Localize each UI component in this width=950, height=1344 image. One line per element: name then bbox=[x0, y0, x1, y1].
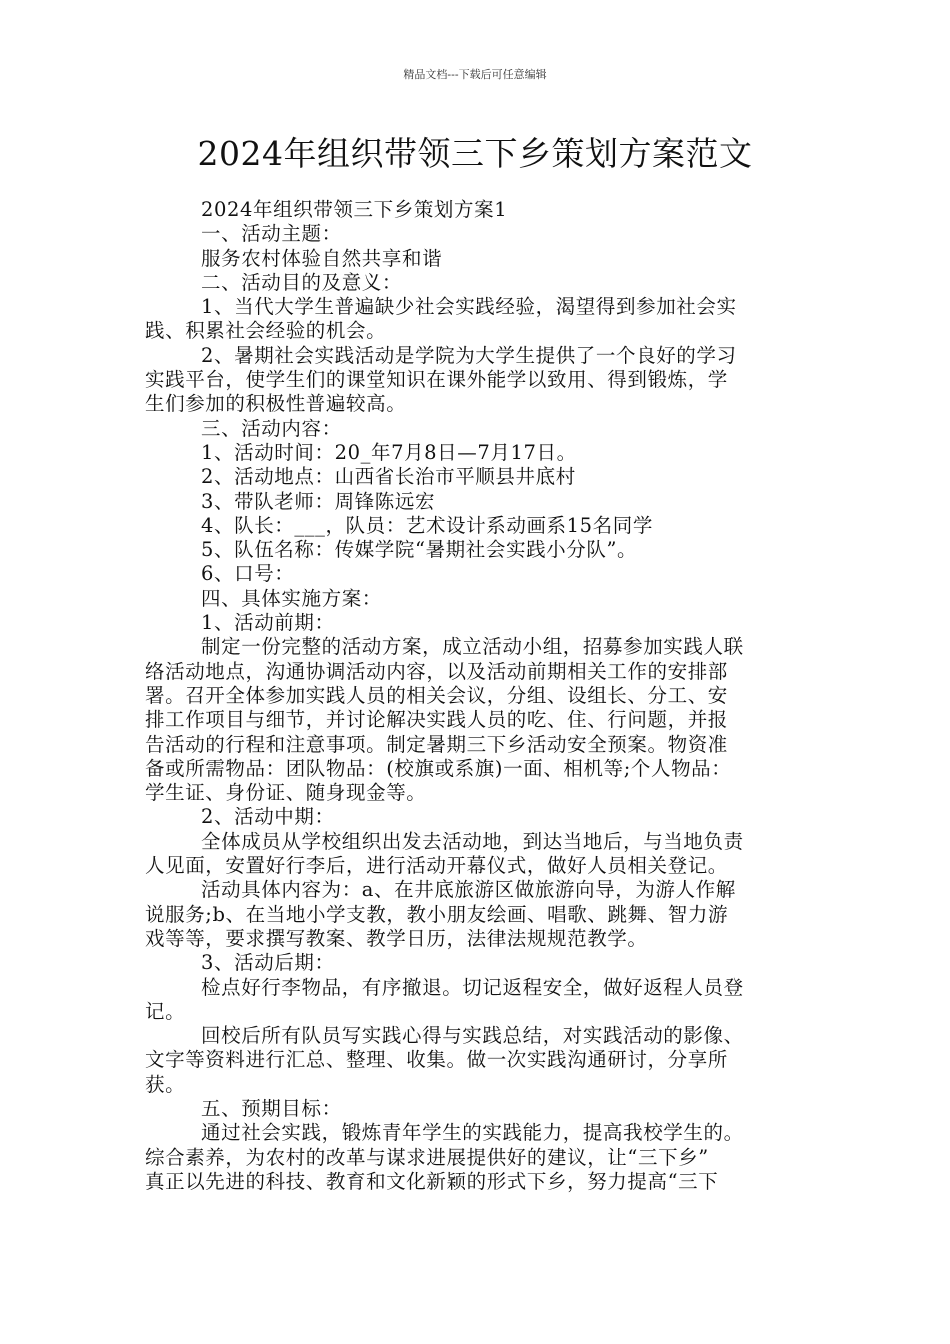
text-line: 生们参加的积极性普遍较高。 bbox=[145, 392, 407, 416]
document-body bbox=[145, 198, 810, 1194]
text-line: 活动具体内容为：a、在井底旅游区做旅游向导，为游人作解 bbox=[201, 878, 736, 902]
text-line: 1、活动时间：20_年7月8日—7月17日。 bbox=[201, 440, 577, 464]
text-line: 记。 bbox=[145, 999, 186, 1023]
text-line: 制定一份完整的活动方案，成立活动小组，招募参加实践人联 bbox=[201, 635, 744, 659]
text-line: 2024年组织带领三下乡策划方案1 bbox=[201, 198, 508, 221]
text-line: 全体成员从学校组织出发去活动地，到达当地后，与当地负责 bbox=[201, 829, 744, 853]
text-line: 络活动地点，沟通协调活动内容，以及活动前期相关工作的安排部 bbox=[145, 659, 728, 683]
text-line: 三、活动内容： bbox=[201, 416, 342, 440]
text-line: 一、活动主题： bbox=[201, 222, 342, 246]
text-line: 服务农村体验自然共享和谐 bbox=[201, 246, 443, 270]
text-line: 真正以先进的科技、教育和文化新颖的形式下乡，努力提高“三下 bbox=[145, 1169, 719, 1193]
text-line: 实践平台，使学生们的课堂知识在课外能学以致用、得到锻炼，学 bbox=[145, 368, 728, 392]
text-line: 4、队长：___，队员：艺术设计系动画系15名同学 bbox=[201, 513, 653, 537]
text-line: 学生证、身份证、随身现金等。 bbox=[145, 781, 427, 805]
document-title: 2024年组织带领三下乡策划方案范文 bbox=[197, 134, 753, 173]
text-line: 1、活动前期： bbox=[201, 611, 335, 635]
text-line: 回校后所有队员写实践心得与实践总结，对实践活动的影像、 bbox=[201, 1024, 744, 1048]
text-line: 综合素养，为农村的改革与谋求进展提供好的建议，让“三下乡” bbox=[145, 1145, 709, 1169]
text-line: 通过社会实践，锻炼青年学生的实践能力，提高我校学生的。 bbox=[201, 1121, 744, 1145]
text-line: 检点好行李物品，有序撤退。切记返程安全，做好返程人员登 bbox=[201, 975, 744, 999]
text-line: 五、预期目标： bbox=[201, 1096, 342, 1120]
text-line: 获。 bbox=[145, 1072, 186, 1096]
text-line: 戏等等，要求撰写教案、教学日历，法律法规规范教学。 bbox=[145, 926, 648, 950]
text-line: 1、当代大学生普遍缺少社会实践经验，渴望得到参加社会实 bbox=[201, 295, 737, 319]
text-line: 人见面，安置好行李后，进行活动开幕仪式，做好人员相关登记。 bbox=[145, 854, 728, 878]
text-line: 署。召开全体参加实践人员的相关会议，分组、设组长、分工、安 bbox=[145, 683, 728, 707]
text-line: 告活动的行程和注意事项。制定暑期三下乡活动安全预案。物资准 bbox=[145, 732, 728, 756]
text-line: 二、活动目的及意义： bbox=[201, 270, 403, 294]
text-line: 5、队伍名称：传媒学院“暑期社会实践小分队”。 bbox=[201, 538, 638, 562]
text-line: 6、口号： bbox=[201, 562, 295, 586]
text-line: 2、活动地点：山西省长治市平顺县井底村 bbox=[201, 465, 576, 489]
text-line: 四、具体实施方案： bbox=[201, 586, 382, 610]
text-line: 3、带队老师：周锋陈远宏 bbox=[201, 489, 436, 513]
text-line: 文字等资料进行汇总、整理、收集。做一次实践沟通研讨，分享所 bbox=[145, 1048, 728, 1072]
text-line: 说服务;b、在当地小学支教，教小朋友绘画、唱歌、跳舞、智力游 bbox=[145, 902, 729, 926]
text-line: 排工作项目与细节，并讨论解决实践人员的吃、住、行问题，并报 bbox=[145, 708, 728, 732]
text-line: 2、暑期社会实践活动是学院为大学生提供了一个良好的学习 bbox=[201, 343, 737, 367]
page-header: 精品文档---下载后可任意编辑 bbox=[403, 68, 547, 81]
text-line: 3、活动后期： bbox=[201, 951, 335, 975]
text-line: 践、积累社会经验的机会。 bbox=[145, 319, 387, 343]
text-line: 备或所需物品：团队物品：(校旗或系旗)一面、相机等;个人物品： bbox=[145, 756, 732, 780]
text-line: 2、活动中期： bbox=[201, 805, 335, 829]
